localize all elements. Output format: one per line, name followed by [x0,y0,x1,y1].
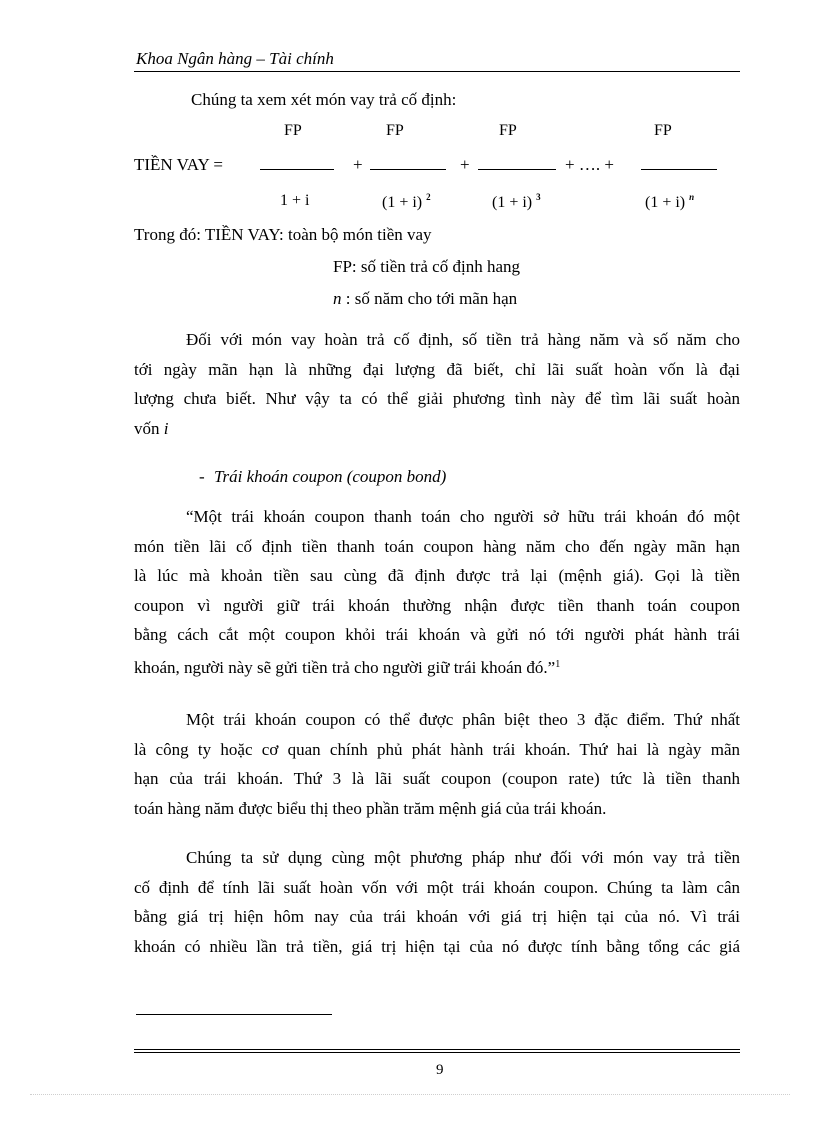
paragraph-3-line: là công ty hoặc cơ quan chính phủ phát hành trái khoán. Thứ hai là ngày mãn [134,739,740,759]
denominator-2: (1 + i) $^2$ [382,192,431,211]
footnote-marker: 1 [555,658,561,670]
fraction-bar-4 [641,157,717,175]
paragraph-4-line: cố định để tính lãi suất hoàn vốn với một trái khoán coupon. Chúng ta làm cân [134,877,740,897]
fraction-bar-2 [370,157,446,175]
quote-line: khoán, người này sẽ gửi tiền trả cho người giữ trái khoán đó.”$^1$ [134,657,561,677]
header-title: Khoa Ngân hàng – Tài chính [136,49,334,68]
ellipsis-plus: + …. + [565,155,614,174]
denominator-1: 1 + i [280,192,310,209]
numerator-2: FP [386,122,404,139]
paragraph-3-line: hạn của trái khoán. Thứ 3 là lãi suất coupon (coupon rate) tức là tiền thanh [134,769,740,788]
fraction-bar-3 [478,157,556,175]
denominator-4: (1 + i) $^n$ [645,192,695,211]
paragraph-3 [134,705,740,823]
numerator-4: FP [654,122,672,139]
footer-rule-bottom [134,1052,740,1053]
definition-line-2: FP: số tiền trả cố định hang [333,257,520,276]
header-rule [134,71,740,72]
bullet-heading: Trái khoán coupon (coupon bond) [214,467,447,486]
paragraph-4-line: khoán có nhiều lần trả tiền, giá trị hiện tại của nó được tính bằng tổng các giá [134,936,740,956]
bullet-dash: - [199,467,205,486]
page-edge-dotted [30,1094,790,1095]
quote-line: món tiền lãi cố định tiền thanh toán coupon hàng năm cho đến ngày mãn hạn [134,536,740,556]
definition-line-1: Trong đó: TIỀN VAY: toàn bộ món tiền vay [134,225,432,244]
fraction-bar-1 [260,157,334,175]
equation-lhs: TIỀN VAY = [134,155,223,174]
paragraph-4 [134,843,740,961]
plus-2: + [460,155,470,174]
paragraph-1-line: vốn i [134,418,169,438]
equation-intro: Chúng ta xem xét món vay trả cố định: [191,90,457,109]
footer-rule-top [134,1049,740,1050]
quote-line: “Một trái khoán coupon thanh toán cho người sở hữu trái khoán đó một [186,507,740,526]
quote-line: coupon vì người giữ trái khoán thường nhận được tiền thanh toán coupon [134,595,740,615]
paragraph-1 [134,325,740,443]
numerator-1: FP [284,122,302,139]
quote-line: bằng cách cắt một coupon khỏi trái khoán và gửi nó tới người phát hành trái [134,625,740,644]
paragraph-4-line: bằng giá trị hiện hôm nay của trái khoán với giá trị hiện tại của nó. Vì trái [134,907,740,926]
paragraph-1-line: lượng chưa biết. Như vậy ta có thể giải phương tình này để tìm lãi suất hoàn [134,389,740,408]
numerator-3: FP [499,122,517,139]
plus-1: + [353,155,363,174]
paragraph-1-line: Đối với món vay hoàn trả cố định, số tiền trả hàng năm và số năm cho [186,330,740,349]
paragraph-1-line: tới ngày mãn hạn là những đại lượng đã biết, chỉ lãi suất hoàn vốn là đại [134,359,740,379]
paragraph-4-line: Chúng ta sử dụng cùng một phương pháp như đối với món vay trả tiền [186,848,740,867]
quote-paragraph [134,502,740,679]
quote-line: là lúc mà khoản tiền sau cùng đã định được trả lại (mệnh giá). Gọi là tiền [134,566,740,585]
definition-line-3: n : số năm cho tới mãn hạn [333,289,518,308]
denominator-3: (1 + i) $^3$ [492,192,541,211]
footnote-separator [136,1014,332,1015]
paragraph-3-line: toán hàng năm được biểu thị theo phần trăm mệnh giá của trái khoán. [134,798,607,818]
paragraph-3-line: Một trái khoán coupon có thể được phân biệt theo 3 đặc điểm. Thứ nhất [186,710,740,729]
page-number: 9 [436,1062,444,1078]
